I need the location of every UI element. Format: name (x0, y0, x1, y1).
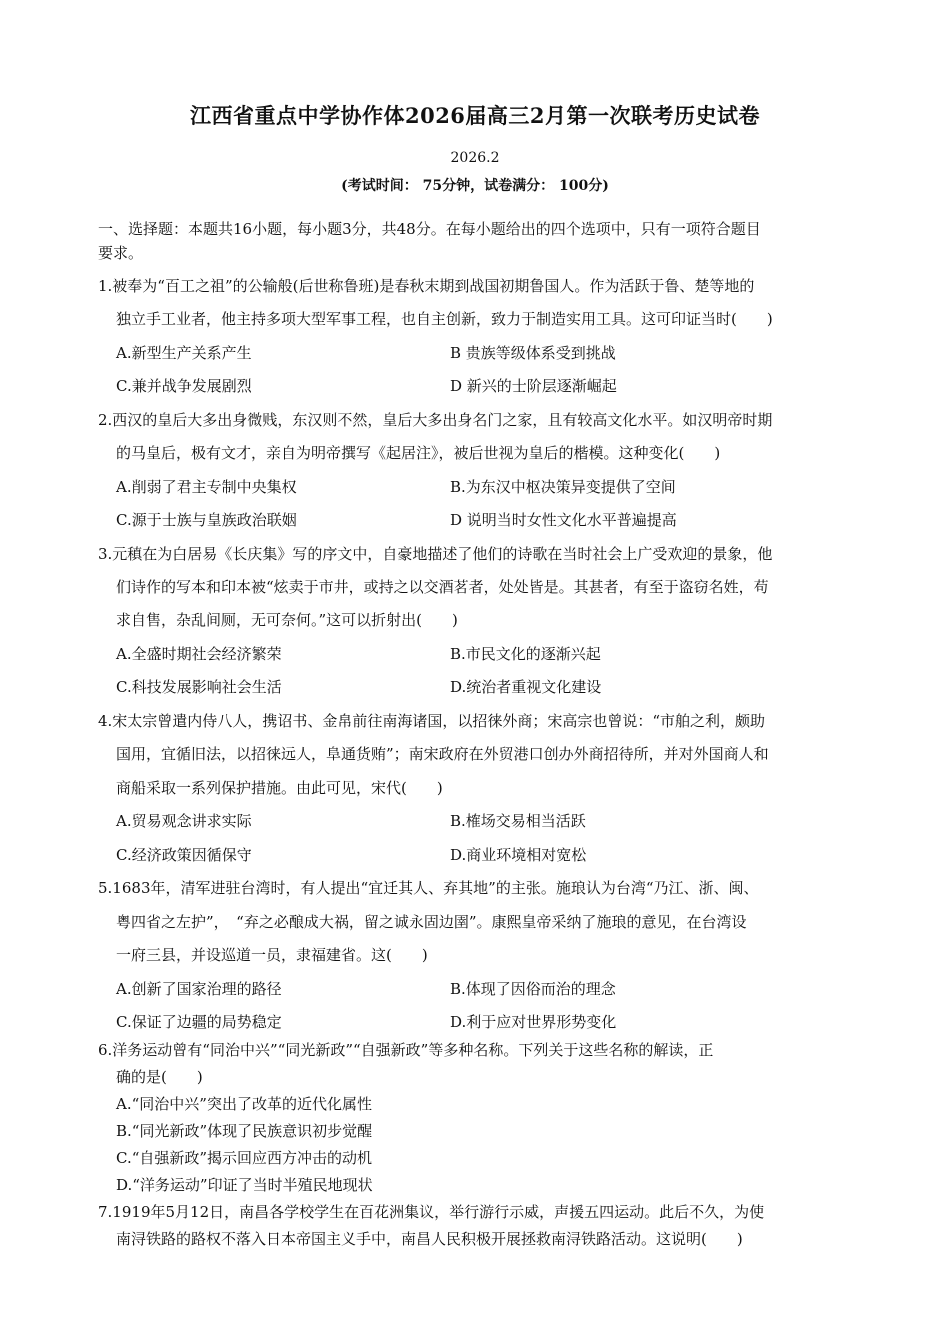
question-3-option-c: C.科技发展影响社会生活 (116, 678, 282, 696)
question-2-option-b: B.为东汉中枢决策异变提供了空间 (450, 478, 676, 496)
question-3-line2: 们诗作的写本和印本被“炫卖于市井，或持之以交酒茗者，处处皆是。其甚者，有至于盗窃名姓，苟 (116, 578, 769, 596)
question-4-option-d: D.商业环境相对宽松 (450, 846, 587, 864)
question-5-option-c: C.保证了边疆的局势稳定 (116, 1013, 282, 1031)
question-2-option-c: C.源于士族与皇族政治联姻 (116, 511, 297, 529)
exam-info: (考试时间： 75分钟，试卷满分： 100分) (341, 178, 609, 194)
question-5-line3: 一府三县，并设巡道一员，隶福建省。这( ) (116, 946, 428, 964)
question-7-line1: 7.1919年5月12日，南昌各学校学生在百花洲集议，举行游行示威，声援五四运动。此后不久，为使 (98, 1203, 765, 1221)
question-4-option-c: C.经济政策因循保守 (116, 846, 252, 864)
question-5-option-d: D.利于应对世界形势变化 (450, 1013, 617, 1031)
question-7-line2: 南浔铁路的路权不落入日本帝国主义手中，南昌人民积极开展拯救南浔铁路活动。这说明( ) (116, 1230, 743, 1248)
question-2-line1: 2.西汉的皇后大多出身微贱，东汉则不然，皇后大多出身名门之家，且有较高文化水平。如汉明帝时期 (98, 411, 773, 429)
question-5-line2: 粤四省之左护”， “弃之必酿成大祸，留之诚永固边圉”。康熙皇帝采纳了施琅的意见，在台湾设 (116, 913, 747, 931)
question-5-option-a: A.创新了国家治理的路径 (116, 980, 282, 998)
question-6-option-d: D.“洋务运动”印证了当时半殖民地现状 (116, 1176, 373, 1194)
question-4-line2: 国用，宜循旧法，以招徕远人，阜通货贿”；南宋政府在外贸港口创办外商招待所，并对外国商人和 (116, 745, 769, 763)
question-2-option-a: A.削弱了君主专制中央集权 (116, 478, 297, 496)
question-3-option-d: D.统治者重视文化建设 (450, 678, 602, 696)
section-instructions-line2: 要求。 (98, 244, 144, 262)
question-1-line1: 1.被奉为“百工之祖”的公输般(后世称鲁班)是春秋末期到战国初期鲁国人。作为活跃于鲁、楚等地的 (98, 277, 755, 295)
question-3-line1: 3.元稹在为白居易《长庆集》写的序文中，自豪地描述了他们的诗歌在当时社会上广受欢迎的景象，他 (98, 545, 773, 563)
question-1-line2: 独立手工业者，他主持多项大型军事工程，也自主创新，致力于制造实用工具。这可印证当时( ) (116, 310, 773, 328)
question-5-line1: 5.1683年，清军进驻台湾时，有人提出“宜迁其人、弃其地”的主张。施琅认为台湾“乃江、浙、闽、 (98, 879, 759, 897)
question-4-line1: 4.宋太宗曾遣内侍八人，携诏书、金帛前往南海诸国，以招徕外商；宋高宗也曾说：“市舶之利，颇助 (98, 712, 765, 730)
question-6-option-c: C.“自强新政”揭示回应西方冲击的动机 (116, 1149, 373, 1167)
question-3-option-b: B.市民文化的逐渐兴起 (450, 645, 601, 663)
exam-date: 2026.2 (450, 150, 500, 166)
question-6-option-a: A.“同治中兴”突出了改革的近代化属性 (116, 1095, 372, 1113)
question-5-option-b: B.体现了因俗而治的理念 (450, 980, 616, 998)
question-2-option-d: D 说明当时女性文化水平普遍提高 (450, 511, 677, 529)
exam-title: 江西省重点中学协作体2026届高三2月第一次联考历史试卷 (189, 103, 761, 128)
question-6-line1: 6.洋务运动曾有“同治中兴”“同光新政”“自强新政”等多种名称。下列关于这些名称的解读，正 (98, 1041, 714, 1059)
question-1-option-a: A.新型生产关系产生 (116, 344, 252, 362)
question-1-option-d: D 新兴的士阶层逐渐崛起 (450, 377, 617, 395)
question-1-option-c: C.兼并战争发展剧烈 (116, 377, 252, 395)
question-2-line2: 的马皇后，极有文才，亲自为明帝撰写《起居注》，被后世视为皇后的楷模。这种变化( ) (116, 444, 721, 462)
section-instructions-line1: 一、选择题：本题共16小题，每小题3分，共48分。在每小题给出的四个选项中，只有一项符合题目 (98, 220, 761, 238)
question-1-option-b: B 贵族等级体系受到挑战 (450, 344, 616, 362)
question-6-line2: 确的是( ) (116, 1068, 203, 1086)
question-6-option-b: B.“同光新政”体现了民族意识初步觉醒 (116, 1122, 373, 1140)
question-3-line3: 求自售，杂乱间厕，无可奈何。”这可以折射出( ) (116, 611, 458, 629)
question-3-option-a: A.全盛时期社会经济繁荣 (116, 645, 282, 663)
question-4-line3: 商船采取一系列保护措施。由此可见，宋代( ) (116, 779, 443, 797)
question-4-option-b: B.榷场交易相当活跃 (450, 812, 586, 830)
question-4-option-a: A.贸易观念讲求实际 (116, 812, 252, 830)
